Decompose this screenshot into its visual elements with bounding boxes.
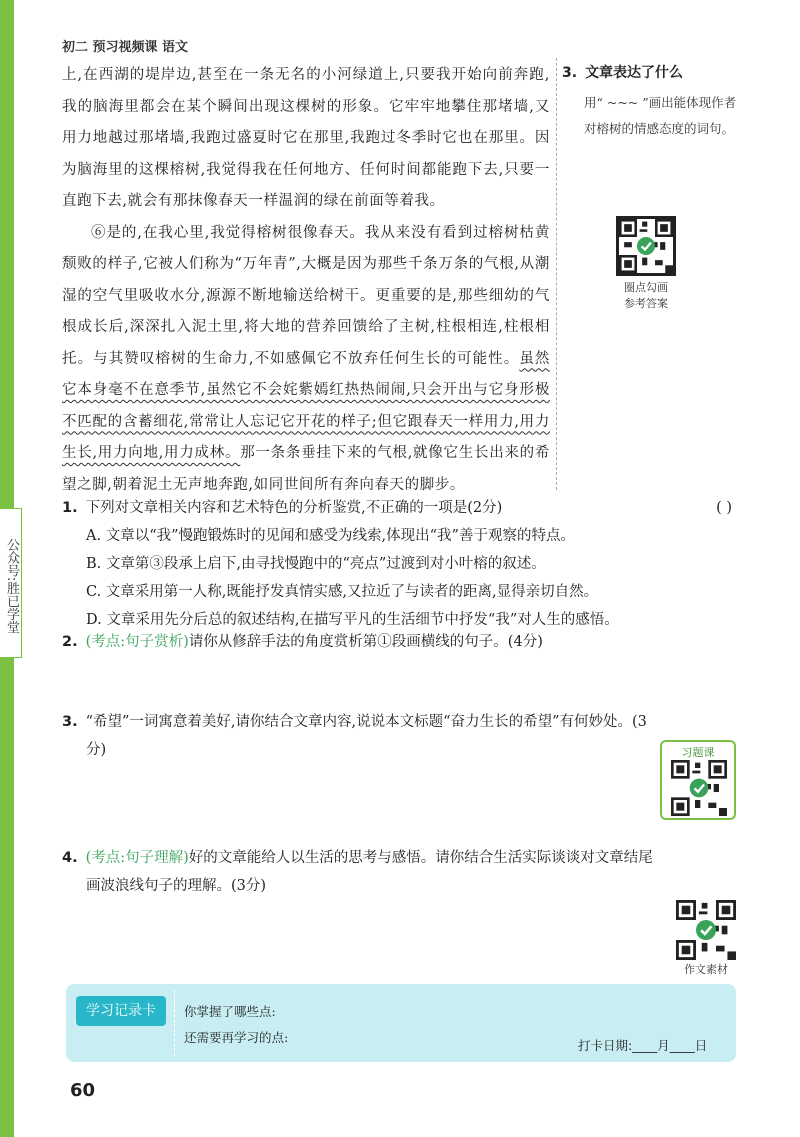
side-question-title: 文章表达了什么 [585, 65, 684, 81]
page-number: 60 [70, 1080, 96, 1101]
question-number: 4. [62, 850, 78, 866]
record-badge: 学习记录卡 [76, 996, 166, 1026]
question-2 [62, 628, 742, 656]
page-header: 初二 预习视频课 语文 [62, 40, 189, 55]
option-a[interactable]: A. 文章以“我”慢跑锻炼时的见闻和感受为线索,体现出“我”善于观察的特点。 [86, 528, 575, 544]
sidebar-divider [556, 58, 557, 490]
question-text-cont: 分) [86, 742, 107, 758]
question-number: 1. [62, 500, 78, 516]
qr-icon [619, 219, 673, 273]
passage-text: ⑥是的,在我心里,我觉得榕树很像春天。我从来没有看到过榕树枯黄颓败的样子,它被人们称为“万年青”,大概是因为那些千条万条的气根,从潮湿的空气里吸收水分,源源不断地输送给树干。更重要的是,那些细幼的气根成长后,深深扎入泥土里,将大地的营养回馈给了主树,柱根相连,柱根相托。与其赞叹榕树的生命力,不如感佩它不放弃任何生长的可能性。 [62, 224, 550, 367]
question-text: 请你从修辞手法的角度赏析第①段画横线的句子。(4分) [188, 634, 543, 650]
study-record-card [66, 984, 736, 1062]
passage-paragraph-6 [62, 218, 550, 502]
side-question [562, 62, 742, 142]
record-divider [174, 990, 175, 1056]
qr-annotation-label: 圈点勾画 参考答案 [624, 281, 668, 310]
qr-code-material[interactable] [676, 900, 736, 960]
question-1 [62, 494, 742, 522]
side-question-number: 3. [562, 65, 578, 81]
qr-exercise-label: 习题课 [681, 746, 715, 759]
question-3 [62, 708, 742, 764]
wavy-underlined-sentence: 虽然它本身毫不在意季节,虽然它不会姹紫嫣红热热闹闹,只会开出与它身形极不匹配的含蓄细花,常常让人忘记它开花的样子;但它跟春天一样用力,用力生长,用力向地,用力成林。 [62, 350, 551, 461]
qr-icon [676, 900, 736, 960]
left-tab-label: 公众号:胜已学堂 [0, 508, 22, 658]
question-tag: (考点:句子赏析) [85, 634, 189, 650]
question-text: “希望”一词寓意着美好,请你结合文章内容,说说本文标题“奋力生长的希望”有何妙处。(3 [85, 714, 647, 730]
option-d[interactable]: D. 文章采用先分后总的叙述结构,在描写平凡的生活细节中抒发“我”对人生的感悟。 [86, 612, 619, 628]
reading-passage [62, 60, 550, 501]
answer-blank[interactable]: ( ) [716, 500, 732, 516]
record-mastered[interactable]: 你掌握了哪些点: [184, 1004, 276, 1019]
question-text: 好的文章能给人以生活的思考与感悟。请你结合生活实际谈谈对文章结尾 [188, 850, 653, 866]
qr-code-exercise[interactable] [660, 740, 736, 820]
qr-icon [670, 760, 728, 816]
passage-paragraph-5: 上,在西湖的堤岸边,甚至在一条无名的小河绿道上,只要我开始向前奔跑,我的脑海里都会在某个瞬间出现这棵树的形象。它牢牢地攀住那堵墙,又用力地越过那堵墙,我跑过盛夏时它在那里,我跑过冬季时它也在那里。因为脑海里的这棵榕树,我觉得我在任何地方、任何时间都能跑下去,只要一直跑下去,就会有那抹像春天一样温润的绿在前面等着我。 [62, 67, 550, 209]
record-to-review[interactable]: 还需要再学习的点: [184, 1030, 289, 1045]
record-date[interactable]: 打卡日期:____月____日 [578, 1038, 708, 1053]
side-question-body: 用“ ~~~ ”画出能体现作者对榕树的情感态度的词句。 [584, 95, 737, 136]
question-text: 下列对文章相关内容和艺术特色的分析鉴赏,不正确的一项是(2分) [85, 500, 503, 516]
question-number: 3. [62, 714, 78, 730]
qr-code-annotation[interactable] [616, 216, 676, 276]
qr-material-label: 作文素材 [684, 963, 728, 976]
passage-text-end: 那一条条垂挂下来的气根,就像它生长出来的希望之脚,朝着泥土无声地奔跑,如同世间所有奔向春天的脚步。 [62, 445, 550, 493]
option-b[interactable]: B. 文章第③段承上启下,由寻找慢跑中的“亮点”过渡到对小叶榕的叙述。 [86, 556, 546, 572]
question-tag: (考点:句子理解) [85, 850, 189, 866]
option-c[interactable]: C. 文章采用第一人称,既能抒发真情实感,又拉近了与读者的距离,显得亲切自然。 [86, 584, 599, 600]
question-number: 2. [62, 634, 78, 650]
question-4 [62, 844, 742, 900]
question-text-cont: 画波浪线句子的理解。(3分) [86, 878, 267, 894]
